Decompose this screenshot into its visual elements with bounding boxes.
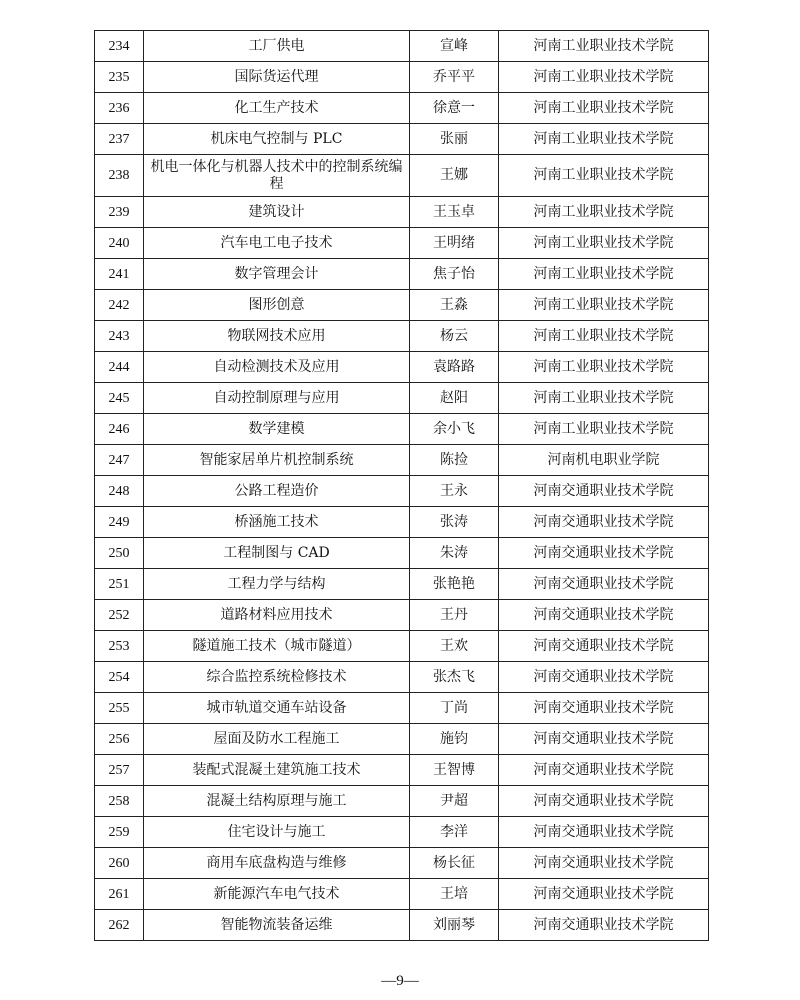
table-row — [95, 414, 709, 445]
row-number-cell: 234 — [95, 31, 144, 62]
row-number-cell: 241 — [95, 259, 144, 290]
table-row — [95, 290, 709, 321]
row-number-cell: 261 — [95, 879, 144, 910]
course-name-cell: 公路工程造价 — [144, 476, 410, 507]
row-number-cell: 253 — [95, 631, 144, 662]
teacher-name-cell: 刘丽琴 — [410, 910, 499, 941]
table-row — [95, 383, 709, 414]
teacher-name-cell: 陈捡 — [410, 445, 499, 476]
course-name-cell: 机床电气控制与 PLC — [144, 124, 410, 155]
course-table — [94, 30, 709, 941]
school-name-cell: 河南交通职业技术学院 — [499, 817, 709, 848]
school-name-cell: 河南工业职业技术学院 — [499, 383, 709, 414]
teacher-name-cell: 宣峰 — [410, 31, 499, 62]
table-row — [95, 631, 709, 662]
table-row — [95, 755, 709, 786]
row-number-cell: 260 — [95, 848, 144, 879]
course-name-cell: 图形创意 — [144, 290, 410, 321]
school-name-cell: 河南工业职业技术学院 — [499, 352, 709, 383]
school-name-cell: 河南交通职业技术学院 — [499, 507, 709, 538]
row-number-cell: 249 — [95, 507, 144, 538]
course-name-cell: 工厂供电 — [144, 31, 410, 62]
school-name-cell: 河南工业职业技术学院 — [499, 124, 709, 155]
course-name-cell: 商用车底盘构造与维修 — [144, 848, 410, 879]
teacher-name-cell: 王娜 — [410, 155, 499, 197]
table-row — [95, 31, 709, 62]
school-name-cell: 河南工业职业技术学院 — [499, 155, 709, 197]
table-row — [95, 848, 709, 879]
table-row — [95, 93, 709, 124]
table-row — [95, 62, 709, 93]
course-name-cell: 物联网技术应用 — [144, 321, 410, 352]
course-name-cell: 屋面及防水工程施工 — [144, 724, 410, 755]
row-number-cell: 244 — [95, 352, 144, 383]
school-name-cell: 河南交通职业技术学院 — [499, 879, 709, 910]
school-name-cell: 河南工业职业技术学院 — [499, 31, 709, 62]
table-body — [95, 31, 709, 941]
teacher-name-cell: 乔平平 — [410, 62, 499, 93]
table-row — [95, 569, 709, 600]
teacher-name-cell: 王淼 — [410, 290, 499, 321]
row-number-cell: 237 — [95, 124, 144, 155]
table-row — [95, 910, 709, 941]
school-name-cell: 河南工业职业技术学院 — [499, 93, 709, 124]
course-name-cell: 数字管理会计 — [144, 259, 410, 290]
row-number-cell: 239 — [95, 197, 144, 228]
teacher-name-cell: 杨长征 — [410, 848, 499, 879]
course-name-cell: 综合监控系统检修技术 — [144, 662, 410, 693]
teacher-name-cell: 杨云 — [410, 321, 499, 352]
teacher-name-cell: 焦子怡 — [410, 259, 499, 290]
row-number-cell: 258 — [95, 786, 144, 817]
row-number-cell: 252 — [95, 600, 144, 631]
row-number-cell: 246 — [95, 414, 144, 445]
course-name-cell: 智能家居单片机控制系统 — [144, 445, 410, 476]
table-row — [95, 352, 709, 383]
table-row — [95, 155, 709, 197]
teacher-name-cell: 施钧 — [410, 724, 499, 755]
teacher-name-cell: 张涛 — [410, 507, 499, 538]
school-name-cell: 河南交通职业技术学院 — [499, 569, 709, 600]
course-name-cell: 化工生产技术 — [144, 93, 410, 124]
teacher-name-cell: 王玉卓 — [410, 197, 499, 228]
course-name-cell: 建筑设计 — [144, 197, 410, 228]
teacher-name-cell: 王丹 — [410, 600, 499, 631]
table-row — [95, 259, 709, 290]
teacher-name-cell: 丁尚 — [410, 693, 499, 724]
course-name-cell: 智能物流装备运维 — [144, 910, 410, 941]
school-name-cell: 河南交通职业技术学院 — [499, 600, 709, 631]
page-number: —9— — [381, 973, 419, 989]
course-name-cell: 自动控制原理与应用 — [144, 383, 410, 414]
school-name-cell: 河南工业职业技术学院 — [499, 290, 709, 321]
course-name-cell: 道路材料应用技术 — [144, 600, 410, 631]
table-row — [95, 693, 709, 724]
row-number-cell: 236 — [95, 93, 144, 124]
table-row — [95, 197, 709, 228]
course-name-cell: 装配式混凝土建筑施工技术 — [144, 755, 410, 786]
teacher-name-cell: 赵阳 — [410, 383, 499, 414]
row-number-cell: 242 — [95, 290, 144, 321]
table-row — [95, 662, 709, 693]
course-name-cell: 工程制图与 CAD — [144, 538, 410, 569]
row-number-cell: 251 — [95, 569, 144, 600]
row-number-cell: 254 — [95, 662, 144, 693]
table-row — [95, 507, 709, 538]
school-name-cell: 河南交通职业技术学院 — [499, 910, 709, 941]
row-number-cell: 262 — [95, 910, 144, 941]
teacher-name-cell: 张艳艳 — [410, 569, 499, 600]
course-name-cell: 城市轨道交通车站设备 — [144, 693, 410, 724]
teacher-name-cell: 张丽 — [410, 124, 499, 155]
teacher-name-cell: 朱涛 — [410, 538, 499, 569]
course-name-cell: 混凝土结构原理与施工 — [144, 786, 410, 817]
school-name-cell: 河南工业职业技术学院 — [499, 414, 709, 445]
row-number-cell: 257 — [95, 755, 144, 786]
table-row — [95, 124, 709, 155]
table-row — [95, 538, 709, 569]
table-row — [95, 724, 709, 755]
row-number-cell: 235 — [95, 62, 144, 93]
course-name-cell: 国际货运代理 — [144, 62, 410, 93]
teacher-name-cell: 王明绪 — [410, 228, 499, 259]
course-name-cell: 桥涵施工技术 — [144, 507, 410, 538]
school-name-cell: 河南工业职业技术学院 — [499, 62, 709, 93]
course-name-cell: 住宅设计与施工 — [144, 817, 410, 848]
table-row — [95, 321, 709, 352]
teacher-name-cell: 王培 — [410, 879, 499, 910]
course-name-cell: 数学建模 — [144, 414, 410, 445]
table-row — [95, 600, 709, 631]
teacher-name-cell: 王永 — [410, 476, 499, 507]
table-row — [95, 445, 709, 476]
course-name-cell: 工程力学与结构 — [144, 569, 410, 600]
row-number-cell: 259 — [95, 817, 144, 848]
teacher-name-cell: 徐意一 — [410, 93, 499, 124]
school-name-cell: 河南交通职业技术学院 — [499, 724, 709, 755]
row-number-cell: 247 — [95, 445, 144, 476]
row-number-cell: 238 — [95, 155, 144, 197]
teacher-name-cell: 尹超 — [410, 786, 499, 817]
table-row — [95, 786, 709, 817]
school-name-cell: 河南工业职业技术学院 — [499, 228, 709, 259]
school-name-cell: 河南工业职业技术学院 — [499, 321, 709, 352]
table-row — [95, 879, 709, 910]
teacher-name-cell: 李洋 — [410, 817, 499, 848]
teacher-name-cell: 余小飞 — [410, 414, 499, 445]
school-name-cell: 河南交通职业技术学院 — [499, 662, 709, 693]
teacher-name-cell: 袁路路 — [410, 352, 499, 383]
teacher-name-cell: 王智博 — [410, 755, 499, 786]
table-row — [95, 476, 709, 507]
row-number-cell: 240 — [95, 228, 144, 259]
row-number-cell: 256 — [95, 724, 144, 755]
course-name-cell: 机电一体化与机器人技术中的控制系统编程 — [144, 155, 410, 197]
row-number-cell: 255 — [95, 693, 144, 724]
row-number-cell: 248 — [95, 476, 144, 507]
table-row — [95, 817, 709, 848]
school-name-cell: 河南交通职业技术学院 — [499, 631, 709, 662]
row-number-cell: 243 — [95, 321, 144, 352]
school-name-cell: 河南交通职业技术学院 — [499, 848, 709, 879]
row-number-cell: 250 — [95, 538, 144, 569]
school-name-cell: 河南交通职业技术学院 — [499, 476, 709, 507]
course-name-cell: 自动检测技术及应用 — [144, 352, 410, 383]
school-name-cell: 河南工业职业技术学院 — [499, 197, 709, 228]
row-number-cell: 245 — [95, 383, 144, 414]
school-name-cell: 河南交通职业技术学院 — [499, 755, 709, 786]
school-name-cell: 河南工业职业技术学院 — [499, 259, 709, 290]
course-name-cell: 新能源汽车电气技术 — [144, 879, 410, 910]
school-name-cell: 河南交通职业技术学院 — [499, 786, 709, 817]
school-name-cell: 河南机电职业学院 — [499, 445, 709, 476]
school-name-cell: 河南交通职业技术学院 — [499, 538, 709, 569]
course-name-cell: 隧道施工技术（城市隧道） — [144, 631, 410, 662]
school-name-cell: 河南交通职业技术学院 — [499, 693, 709, 724]
teacher-name-cell: 王欢 — [410, 631, 499, 662]
course-name-cell: 汽车电工电子技术 — [144, 228, 410, 259]
teacher-name-cell: 张杰飞 — [410, 662, 499, 693]
table-row — [95, 228, 709, 259]
